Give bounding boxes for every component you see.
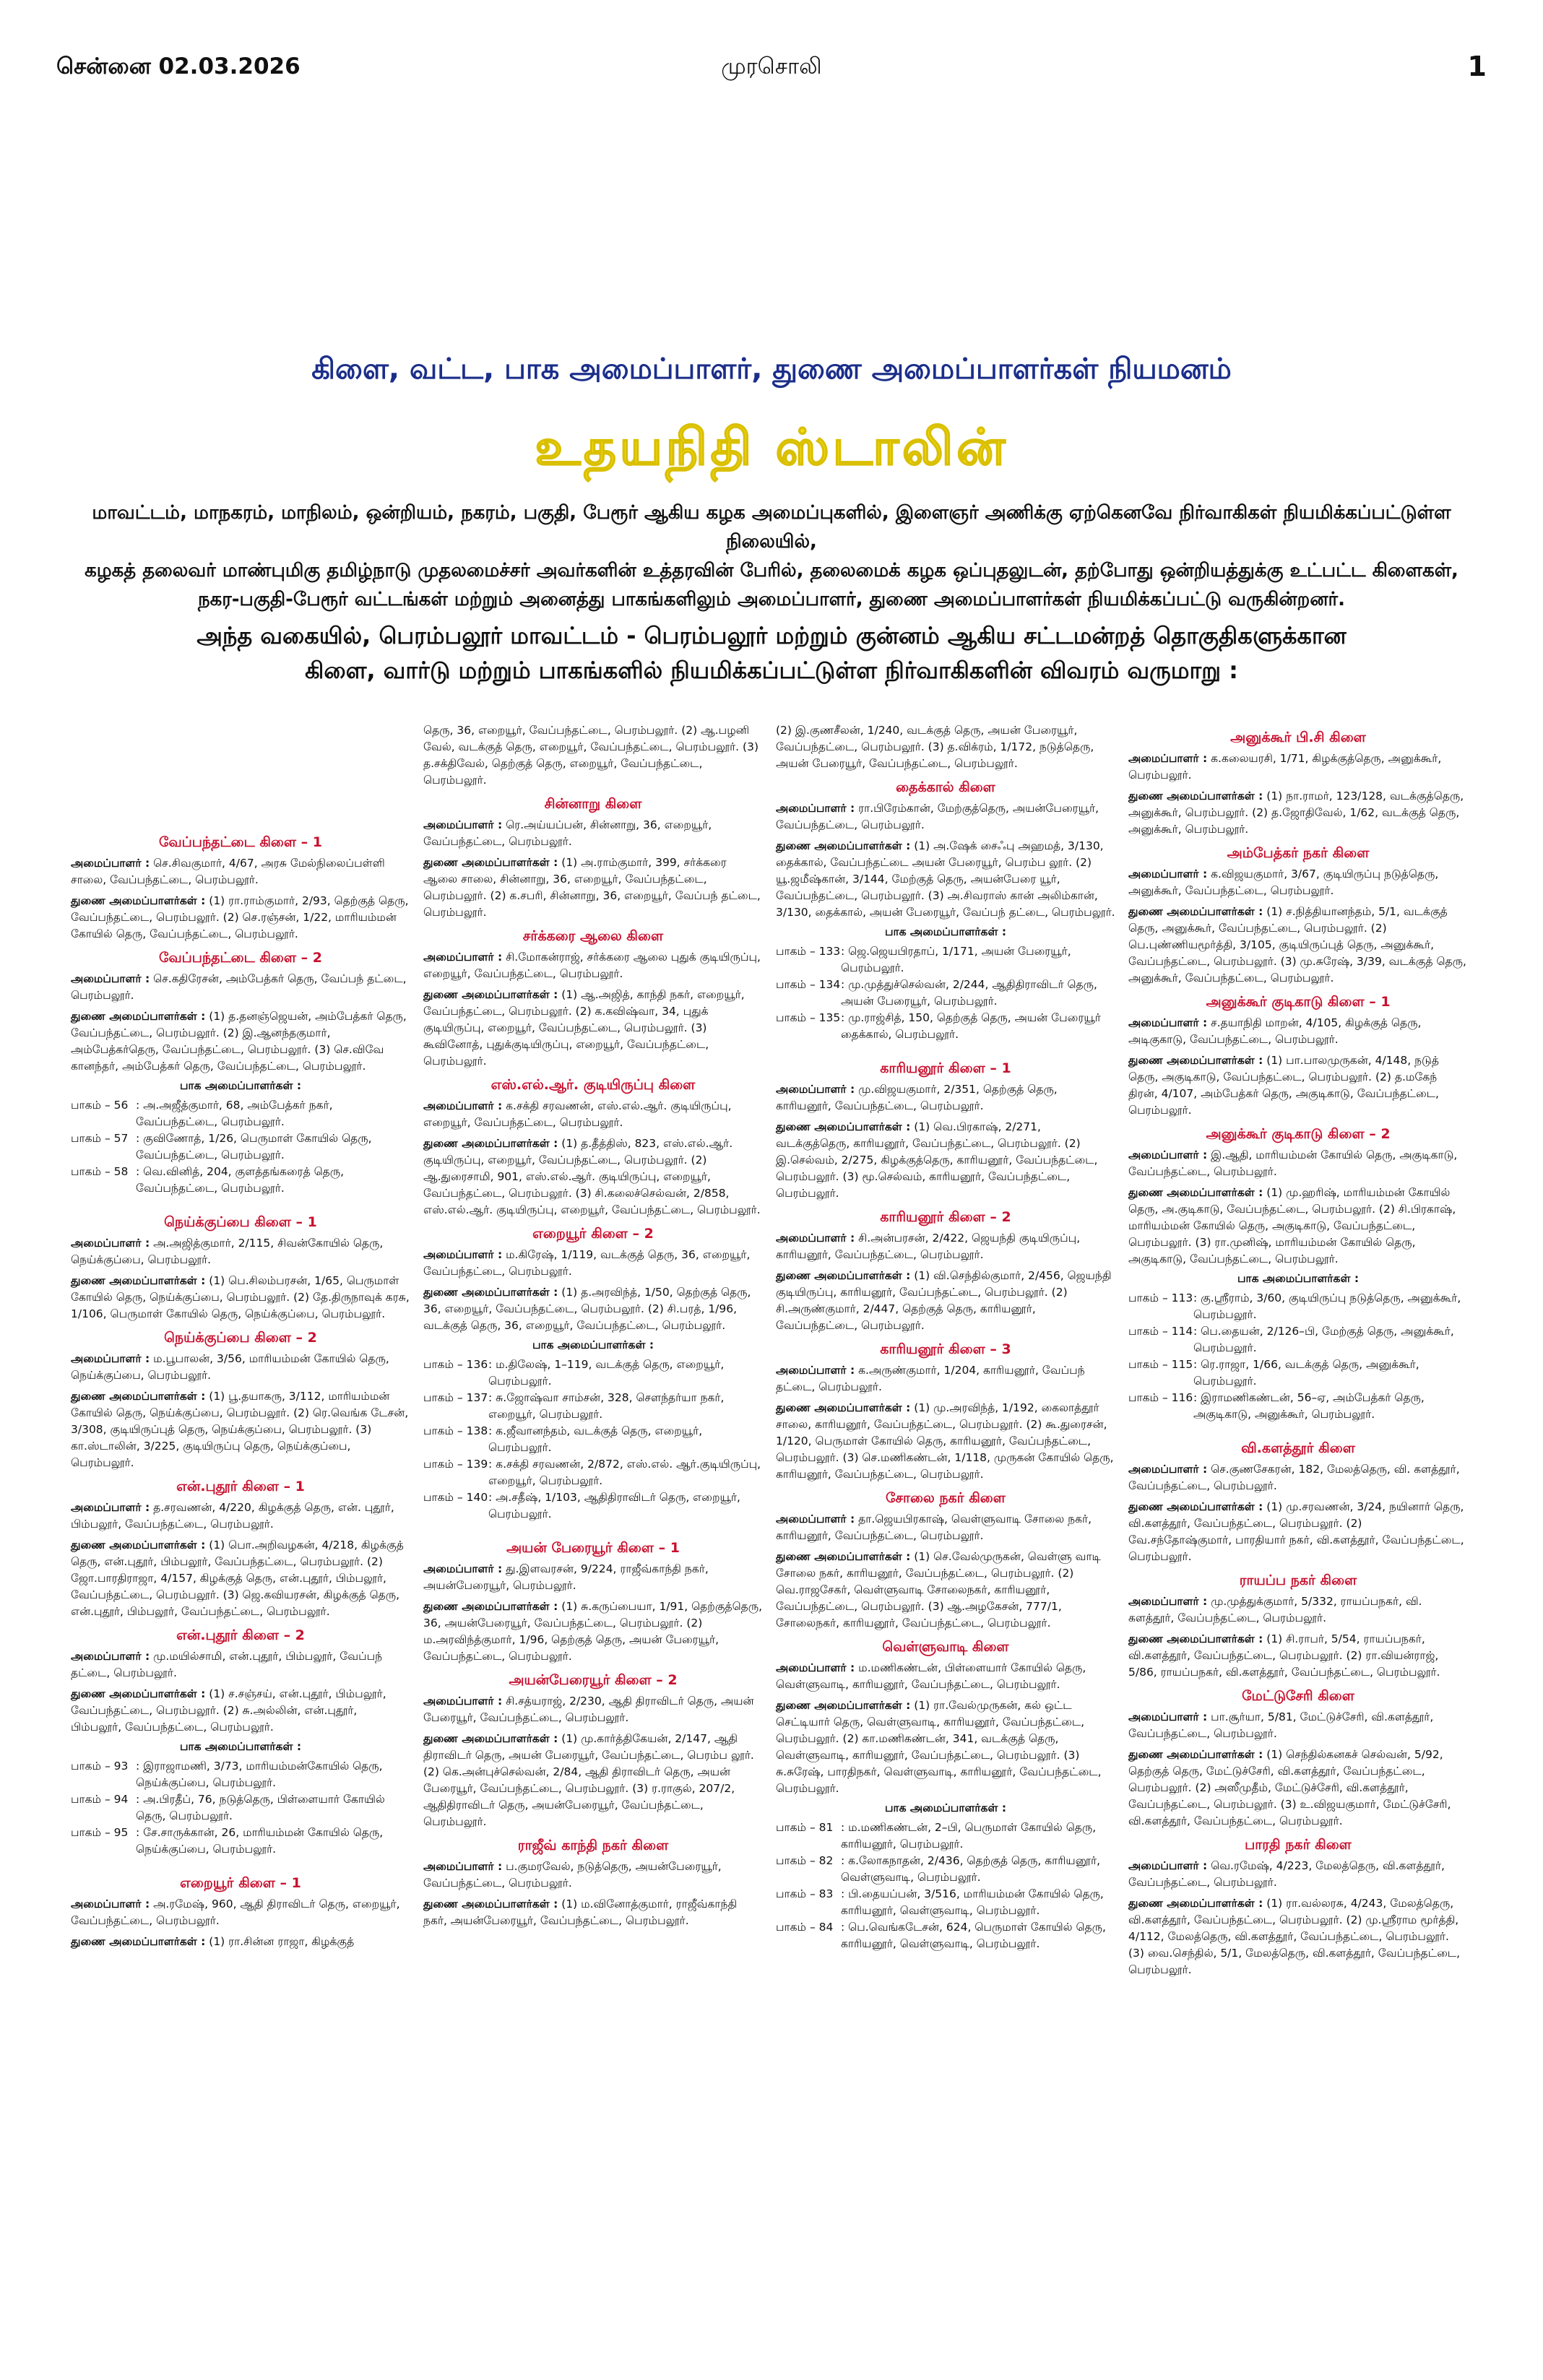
part-organizers-heading: பாக அமைப்பாளர்கள் : (1237, 1272, 1360, 1285)
organizer-entry (1128, 1858, 1468, 1891)
continued-text: தெரு, 36, எறையூர், வேப்பந்தட்டை, பெரம்பலூர். (2) ஆ.பழனி வேல், வடக்குத் தெரு, எறையூர், வேப்பந்தட்டை, பெரம்பலூர். (3) த.சக்திவேல், தெற்குத் தெரு, எறையூர், வேப்பந்தட்டை, பெரம்பலூர். (423, 724, 758, 787)
deputies-entry (71, 1388, 410, 1471)
part-details: : பெ.தையன், 2/126–பி, மேற்குத் தெரு, அனுக்கூர், பெரம்பலூர். (1193, 1325, 1454, 1354)
part-details: : ம.மணிகண்டன், 2–பி, பெருமாள் கோயில் தெரு, காரியனூர், பெரம்பலூர். (841, 1821, 1097, 1851)
intro-line: மாவட்டம், மாநகரம், மாநிலம், ஒன்றியம், நகரம், பகுதி, பேரூர் ஆகிய கழக அமைப்புகளில், இளைஞர் அணிக்கு ஏற்கெனவே நிர்வாகிகள் நியமிக்கப்பட்டுள்ள நிலையில், (92, 502, 1451, 553)
part-entry (776, 977, 1115, 1010)
part-organizers-heading: பாக அமைப்பாளர்கள் : (179, 1079, 302, 1092)
organizer-details: க.அருண்குமார், 1/204, காரியனூர், வேப்பந் தட்டை, பெரம்பலூர். (776, 1364, 1085, 1393)
organizer-entry (423, 817, 763, 850)
part-number: பாகம் – 58 (71, 1165, 129, 1178)
organizer-entry (71, 1648, 410, 1682)
organizer-label: அமைப்பாளர் : (1128, 867, 1208, 880)
branch-heading: அனுக்கூர் குடிகாடு கிளை – 1 (1206, 994, 1391, 1010)
branch-heading: சர்க்கரை ஆலை கிளை (522, 928, 664, 944)
headline: கிளை, வட்ட, பாக அமைப்பாளர், துணை அமைப்பாளர்கள் நியமனம் (311, 352, 1232, 386)
organizer-label: அமைப்பாளர் : (1128, 1710, 1208, 1723)
deputies-details: (1) ரா.வேல்முருகன், கல் ஒட்ட செட்டியார் தெரு, வெள்ளுவாடி, காரியனூர், வேப்பந்தட்டை, பெரம்பலூர். (2) கா.மணிகண்டன், 341, வடக்குத் தெரு, வெள்ளுவாடி, காரியனூர், வேப்பந்தட்டை, பெரம்பலூர். (3) சு.சுரேஷ், பாரதிநகர், வெள்ளுவாடி, காரியனூர், வேப்பந்தட்டை, பெரம்பலூர். (776, 1699, 1102, 1795)
part-number: பாகம் – 116 (1128, 1391, 1193, 1404)
organizer-label: அமைப்பாளர் : (1128, 1463, 1208, 1476)
deputies-entry (423, 987, 763, 1070)
branch-heading: வெள்ளுவாடி கிளை (882, 1639, 1009, 1655)
organizer-details: த.சரவணன், 4/220, கிழக்குத் தெரு, என். புதூர், பிம்பலூர், வேப்பந்தட்டை, பெரம்பலூர். (71, 1501, 394, 1531)
deputies-details: (1) மு.கார்த்திகேயன், 2/147, ஆதி திராவிடர் தெரு, அயன் பேரையூர், வேப்பந்தட்டை, பெரம்ப லூர். (2) கெ.அன்புச்செல்வன், 2/84, ஆதி திராவிடர் தெரு, அயன் பேரையூர், வேப்பந்தட்டை, பெரம்பலூர். (3) ர.ராகுல், 207/2, ஆதிதிராவிடர் தெரு, அயன்பேரையூர், வேப்பந்தட்டை, பெரம்பலூர். (423, 1732, 754, 1828)
organizer-label: அமைப்பாளர் : (71, 1237, 150, 1250)
part-entry (423, 1390, 763, 1423)
deputies-details: (1) ச.நித்தியானந்தம், 5/1, வடக்குத் தெரு, அனுக்கூர், வேப்பந்தட்டை, பெரம்பலூர். (2) பெ.புண்ணியமூர்த்தி, 3/105, குடியிருப்புத் தெரு, அனுக்கூர், வேப்பந்தட்டை, பெரம்பலூர். (3) மு.சுரேஷ், 3/39, வடக்குத் தெரு, அனுக்கூர், வேப்பந்தட்டை, பெரம்பலூர். (1128, 905, 1466, 985)
organizer-label: அமைப்பாளர் : (71, 1897, 150, 1911)
part-number: பாகம் – 95 (71, 1826, 129, 1839)
deputies-label: துணை அமைப்பாளர்கள் : (423, 1286, 558, 1299)
part-entry (1128, 1356, 1468, 1390)
deputies-entry (71, 1537, 410, 1620)
section-gap (71, 1197, 410, 1207)
part-entry (423, 1423, 763, 1456)
organizer-details: சி.சத்யராஜ், 2/230, ஆதி திராவிடர் தெரு, அயன் பேரையூர், வேப்பந்தட்டை, பெரம்பலூர். (423, 1695, 754, 1724)
part-details: : பெ.வெங்கடேசன், 624, பெருமாள் கோயில் தெரு, காரியனூர், வெள்ளுவாடி, பெரம்பலூர். (841, 1921, 1106, 1950)
organizer-entry (1128, 1593, 1468, 1627)
deputies-entry (71, 1273, 410, 1323)
deputies-entry (776, 1697, 1115, 1797)
deputies-details: (1) ரா.சின்ன ராஜா, கிழக்குத் (205, 1935, 355, 1948)
organizer-label: அமைப்பாளர் : (423, 951, 503, 964)
date-line: சென்னை 02.03.2026 (56, 53, 301, 79)
organizer-details: செ.கதிரேசன், அம்பேத்கர் தெரு, வேப்பந் தட்டை, பெரம்பலூர். (71, 972, 407, 1002)
organizer-details: ச.தயாநிதி மாறன், 4/105, கிழக்குத் தெரு, அடிகுகாடு, வேப்பந்தட்டை, பெரம்பலூர். (1128, 1016, 1422, 1046)
organizer-details: பா.சூர்யா, 5/81, மேட்டுச்சேரி, வி.களத்தூர், வேப்பந்தட்டை, பெரம்பலூர். (1128, 1710, 1434, 1740)
page-number: 1 (1467, 51, 1487, 82)
branch-heading: என்.புதூர் கிளை – 2 (176, 1627, 305, 1643)
deputies-details: (1) மு.ஹரிஷ், மாரியம்மன் கோயில் தெரு, அ.குடிகாடு, வேப்பந்தட்டை, பெரம்பலூர். (2) சி.பிரகாஷ், மாரியம்மன் கோயில் தெரு, அகுடிகாடு, வேப்பந்தட்டை, பெரம்பலூர். (3) ரா.முனிஷ், மாரியம்மன் கோயில் தெரு, அகுடிகாடு, வேப்பந்தட்டை, பெரம்பலூர். (1128, 1186, 1456, 1265)
part-details: : க.சக்தி சரவணன், 2/872, எஸ்.எல். ஆர்.குடியிருப்பு, எறையூர், பெரம்பலூர். (488, 1458, 761, 1487)
part-details: : ஜெ.ஜெயபிரதாப், 1/171, அயன் பேரையூர், பெரம்பலூர். (841, 945, 1071, 974)
part-details: : அ.அஜீத்குமார், 68, அம்பேத்கர் நகர், வேப்பந்தட்டை, பெரம்பலூர். (136, 1099, 333, 1128)
organizer-entry (776, 1660, 1115, 1693)
organizer-details: து.இளவரசன், 9/224, ராஜீவ்காந்தி நகர், அயன்பேரையூர், பெரம்பலூர். (423, 1562, 709, 1592)
deputies-entry (1128, 904, 1468, 987)
deputies-details: (1) வெ.பிரகாஷ், 2/271, வடக்குத்தெரு, காரியனூர், வேப்பந்தட்டை, பெரம்பலூர். (2) இ.செல்வம், 2/275, கிழக்குத்தெரு, காரியனூர், வேப்பந்தட்டை, பெரம்பலூர். (3) மூ.செல்வம், காரியனூர், வேப்பந்தட்டை, பெரம்பலூர். (776, 1120, 1098, 1200)
organizer-details: மு.விஜயகுமார், 2/351, தெற்குத் தெரு, காரியனூர், வேப்பந்தட்டை, பெரம்பலூர். (776, 1083, 1058, 1112)
organizer-entry (1128, 1461, 1468, 1494)
deputies-entry (423, 1284, 763, 1334)
organizer-entry (776, 1230, 1115, 1263)
part-details: : மு.ராஜ்சித், 150, தெற்குத் தெரு, அயன் பேரையூர் தைக்கால், பெரம்பலூர். (841, 1011, 1101, 1041)
deputies-details: (1) பொ.அறிவழகன், 4/218, கிழக்குத் தெரு, என்.புதூர், பிம்பலூர், வேப்பந்தட்டை, பெரம்பலூர். (2) ஜோ.பாரதிராஜா, 4/157, கிழக்குத் தெரு, என்.புதூர், பிம்பலூர், வேப்பந்தட்டை, பெரம்பலூர். (3) ஜெ.கவியரசன், கிழக்குத் தெரு, என்.புதூர், பிம்பலூர், வேப்பந்தட்டை, பெரம்பலூர். (71, 1539, 404, 1618)
part-entry (423, 1489, 763, 1523)
part-number: பாகம் – 84 (776, 1921, 834, 1934)
organizer-details: ரா.பிரேம்கான், மேற்குத்தெரு, அயன்பேரையூர், வேப்பந்தட்டை, பெரம்பலூர். (776, 802, 1099, 831)
part-entry (776, 1919, 1115, 1952)
section-gap (423, 1523, 763, 1533)
part-number: பாகம் – 138 (423, 1424, 488, 1437)
part-number: பாகம் – 134 (776, 978, 841, 991)
part-entry (776, 943, 1115, 977)
organizer-entry (776, 1362, 1115, 1395)
organizer-details: செ.குணசேகரன், 182, மேலத்தெரு, வி. களத்தூர், வேப்பந்தட்டை, பெரம்பலூர். (1128, 1463, 1460, 1492)
organizer-details: க.சக்தி சரவணன், எஸ்.எல்.ஆர். குடியிருப்பு, எறையூர், வேப்பந்தட்டை, பெரம்பலூர். (423, 1099, 732, 1129)
organizer-label: அமைப்பாளர் : (1128, 752, 1208, 765)
organizer-label: அமைப்பாளர் : (71, 1650, 150, 1663)
deputies-details: (1) ச.சஞ்சய், என்.புதூர், பிம்பலூர், வேப்பந்தட்டை, பெரம்பலூர். (2) சு.அல்லின், என்.புதூர், பிம்பலூர், வேப்பந்தட்டை, பெரம்பலூர். (71, 1687, 386, 1734)
deputies-label: துணை அமைப்பாளர்கள் : (776, 1120, 911, 1133)
deputies-label: துணை அமைப்பாளர்கள் : (71, 1935, 206, 1948)
branch-heading: நெய்க்குப்பை கிளை – 2 (164, 1330, 317, 1346)
part-details: : மு.முத்துச்செல்வன், 2/244, ஆதிதிராவிடர் தெரு, அயன் பேரையூர், பெரம்பலூர். (841, 978, 1097, 1008)
part-details: : அ.சதீஷ், 1/103, ஆதிதிராவிடர் தெரு, எறையூர், பெரம்பலூர். (488, 1491, 740, 1520)
deputies-label: துணை அமைப்பாளர்கள் : (776, 1401, 911, 1414)
organizer-entry (1128, 750, 1468, 784)
part-number: பாகம் – 93 (71, 1760, 129, 1773)
part-entry (1128, 1290, 1468, 1323)
deputies-entry (1128, 1747, 1468, 1830)
organizer-label: அமைப்பாளர் : (423, 818, 503, 831)
part-entry (776, 1853, 1115, 1886)
part-number: பாகம் – 136 (423, 1358, 488, 1371)
deputies-label: துணை அமைப்பாளர்கள் : (423, 1897, 558, 1911)
organizer-entry (776, 1081, 1115, 1115)
column-2 (423, 722, 763, 1929)
organizer-entry (423, 1693, 763, 1726)
deputies-details: (1) த.தனஞ்ஜெயன், அம்பேத்கர் தெரு, வேப்பந்தட்டை, பெரம்பலூர். (2) இ.ஆனந்தகுமார், அம்பேத்கர்தெரு, வேப்பந்தட்டை, பெரம்பலூர். (3) செ.விவே கானந்தர், அம்பேத்கர் தெரு, வேப்பந்தட்டை, பெரம்பலூர். (71, 1010, 407, 1073)
column-4 (1128, 722, 1468, 1978)
organizer-details: அ.அஜித்குமார், 2/115, சிவன்கோயில் தெரு, நெய்க்குப்பை, பெரம்பலூர். (71, 1237, 384, 1266)
deputies-label: துணை அமைப்பாளர்கள் : (1128, 1897, 1263, 1910)
organizer-details: ரெ.அய்யப்பன், சின்னாறு, 36, எறையூர், வேப்பந்தட்டை, பெரம்பலூர். (423, 818, 712, 848)
organizer-entry (71, 1235, 410, 1268)
part-entry (1128, 1323, 1468, 1356)
organizer-label: அமைப்பாளர் : (776, 1364, 855, 1377)
deputies-label: துணை அமைப்பாளர்கள் : (423, 988, 558, 1001)
organizer-label: அமைப்பாளர் : (423, 1860, 503, 1873)
branch-heading: தைக்கால் கிளை (896, 779, 995, 795)
part-number: பாகம் – 57 (71, 1132, 129, 1145)
organizer-label: அமைப்பாளர் : (423, 1695, 503, 1708)
organizer-label: அமைப்பாளர் : (71, 857, 150, 870)
branch-heading: அயன் பேரையூர் கிளை – 1 (506, 1540, 680, 1556)
part-details: : ம.திலேஷ், 1–119, வடக்குத் தெரு, எறையூர், பெரம்பலூர். (488, 1358, 725, 1388)
part-entry (776, 1010, 1115, 1043)
organizer-details: ம.மணிகண்டன், பிள்ளையார் கோயில் தெரு, வெள்ளுவாடி, காரியனூர், வேப்பந்தட்டை, பெரம்பலூர். (776, 1661, 1086, 1691)
part-entry (776, 1819, 1115, 1853)
page-header (56, 53, 1487, 97)
branch-heading: என்.புதூர் கிளை – 1 (176, 1479, 305, 1494)
part-details: : இராஜாமணி, 3/73, மாரியம்மன்கோயில் தெரு, நெய்க்குப்பை, பெரம்பலூர். (136, 1760, 383, 1789)
branch-heading: நெய்க்குப்பை கிளை – 1 (164, 1214, 317, 1230)
organizer-label: அமைப்பாளர் : (423, 1562, 503, 1575)
deputies-entry (1128, 1499, 1468, 1565)
organizer-label: அமைப்பாளர் : (423, 1248, 503, 1261)
organizer-label: அமைப்பாளர் : (776, 802, 855, 815)
leader-name: உதயநிதி ஸ்டாலின் (535, 417, 1008, 477)
deputies-label: துணை அமைப்பாளர்கள் : (1128, 1632, 1263, 1645)
intro-paragraph (69, 498, 1474, 614)
column-3 (776, 722, 1115, 1952)
deputies-details: (1) செ.வேல்முருகன், வெள்ளு வாடி சோலை நகர், காரியனூர், வேப்பந்தட்டை, பெரம்பலூர். (2) வெ.ராஜசேகர், வெள்ளுவாடி சோலைநகர், காரியனூர், வேப்பந்தட்டை, பெரம்பலூர். (3) ஆ.அழகேசன், 777/1, சோலைநகர், காரியனூர், வேப்பந்தட்டை, பெரம்பலூர். (776, 1550, 1101, 1630)
organizer-label: அமைப்பாளர் : (1128, 1595, 1208, 1608)
section-gap (71, 1858, 410, 1868)
deputies-details: (1) செந்தில்கனகச் செல்வன், 5/92, தெற்குத் தெரு, மேட்டுச்சேரி, வி.களத்தூர், வேப்பந்தட்டை, பெரம்பலூர். (2) அஸீமுதீம், மேட்டுச்சேரி, வி.களத்தூர், வேப்பந்தட்டை, பெரம்பலூர். (3) உ.விஜயகுமார், மேட்டுச்சேரி, வி.களத்தூர், வேப்பந்தட்டை, பெரம்பலூர். (1128, 1748, 1451, 1827)
part-number: பாகம் – 94 (71, 1793, 129, 1806)
organizer-label: அமைப்பாளர் : (776, 1083, 855, 1096)
part-number: பாகம் – 114 (1128, 1325, 1193, 1338)
deputies-entry (1128, 1052, 1468, 1119)
deputies-label: துணை அமைப்பாளர்கள் : (423, 1732, 558, 1745)
deputies-entry (776, 838, 1115, 921)
intro-lead (69, 618, 1474, 688)
part-details: : க.லோகநாதன், 2/436, தெற்குத் தெரு, காரியனூர், வெள்ளுவாடி, பெரம்பலூர். (841, 1854, 1101, 1884)
branch-heading: எறையூர் கிளை – 2 (532, 1226, 654, 1242)
deputies-entry (776, 1400, 1115, 1483)
organizer-details: க.விஜயகுமார், 3/67, குடியிருப்பு நடுத்தெரு, அனுக்கூர், வேப்பந்தட்டை, பெரம்பலூர். (1128, 867, 1439, 897)
organizer-details: சி.அன்பரசன், 2/422, ஜெயந்தி குடியிருப்பு, காரியனூர், வேப்பந்தட்டை, பெரம்பலூர். (776, 1232, 1081, 1261)
part-number: பாகம் – 139 (423, 1458, 488, 1471)
deputies-details: (1) சு.கருப்பையா, 1/91, தெற்குத்தெரு, 36, அயன்பேரையூர், வேப்பந்தட்டை, பெரம்பலூர். (2) ம.அரவிந்த்குமார், 1/96, தெற்குத் தெரு, அயன் பேரையூர், வேப்பந்தட்டை, பெரம்பலூர். (423, 1600, 763, 1663)
deputies-details: (1) பூ.தயாகரு, 3/112, மாரியம்மன் கோயில் தெரு, நெய்க்குப்பை, பெரம்பலூர். (2) ரெ.வெங்க டேசன், 3/308, குடியிருப்புத் தெரு, நெய்க்குப்பை, பெரம்பலூர். (3) கா.ஸ்டாலின், 3/225, குடியிருப்பு தெரு, நெய்க்குப்பை, பெரம்பலூர். (71, 1390, 409, 1469)
deputies-label: துணை அமைப்பாளர்கள் : (1128, 1186, 1263, 1199)
branch-heading: எஸ்.எல்.ஆர். குடியிருப்பு கிளை (490, 1077, 696, 1093)
listing-columns (71, 722, 1472, 2355)
deputies-label: துணை அமைப்பாளர்கள் : (776, 839, 911, 852)
part-number: பாகம் – 137 (423, 1391, 488, 1404)
organizer-entry (423, 1858, 763, 1892)
deputies-entry (423, 1135, 763, 1219)
column-1 (71, 827, 410, 1950)
organizer-entry (71, 1500, 410, 1533)
part-number: பாகம் – 115 (1128, 1358, 1193, 1371)
part-entry (71, 1097, 410, 1130)
deputies-label: துணை அமைப்பாளர்கள் : (1128, 1054, 1263, 1067)
part-entry (71, 1130, 410, 1164)
deputies-details: (1) ஆ.அஜித், காந்தி நகர், எறையூர், வேப்பந்தட்டை, பெரம்பலூர். (2) க.கவிஷ்வா, 34, புதுக் குடியிருப்பு, எறையூர், வேப்பந்தட்டை, பெரம்பலூர். (3) கூவினோத், புதுக்குடியிருப்பு, எறையூர், வேப்பந்தட்டை, பெரம்பலூர். (423, 988, 745, 1068)
deputies-details: (1) த.தீத்திஸ், 823, எஸ்.எல்.ஆர். குடியிருப்பு, எறையூர், வேப்பந்தட்டை, பெரம்பலூர். (2) ஆ.துரைசாமி, 901, எஸ்.எல்.ஆர். குடியிருப்பு, எறையூர், வேப்பந்தட்டை, பெரம்பலூர். (3) சி.கலைச்செல்வன், 2/858, எஸ்.எல்.ஆர். குடியிருப்பு, எறையூர், வேப்பந்தட்டை, பெரம்பலூர். (423, 1137, 761, 1216)
part-organizers-heading: பாக அமைப்பாளர்கள் : (884, 1801, 1007, 1814)
deputies-entry (71, 1686, 410, 1736)
deputies-details: (1) அ.ராம்குமார், 399, சர்க்கரை ஆலை சாலை, சின்னாறு, 36, எறையூர், வேப்பந்தட்டை, பெரம்பலூர். (2) க.சபரி, சின்னாறு, 36, எறையூர், வேப்பந் தட்டை, பெரம்பலூர். (423, 856, 761, 919)
continued-text: (2) இ.குணசீலன், 1/240, வடக்குத் தெரு, அயன் பேரையூர், வேப்பந்தட்டை, பெரம்பலூர். (3) த.விக்ரம், 1/172, நடுத்தெரு, அயன் பேரையூர், வேப்பந்தட்டை, பெரம்பலூர். (776, 724, 1094, 770)
organizer-label: அமைப்பாளர் : (71, 1501, 150, 1514)
deputies-entry (71, 1008, 410, 1075)
deputies-label: துணை அமைப்பாளர்கள் : (71, 1010, 206, 1023)
deputies-details: (1) த.அரவிந்த், 1/50, தெற்குத் தெரு, 36, எறையூர், வேப்பந்தட்டை, பெரம்பலூர். (2) சி.பரத், 1/96, வடக்குத் தெரு, 36, எறையூர், வேப்பந்தட்டை, பெரம்பலூர். (423, 1286, 751, 1332)
deputies-entry (776, 1268, 1115, 1334)
part-details: : பி.தையப்பன், 3/516, மாரியம்மன் கோயில் தெரு, காரியனூர், வெள்ளுவாடி, பெரம்பலூர். (841, 1887, 1104, 1917)
deputies-details: (1) ம.வினோத்குமார், ராஜீவ்காந்தி நகர், அயன்பேரையூர், வேப்பந்தட்டை, பெரம்பலூர். (423, 1897, 738, 1927)
branch-heading: ராஜீவ் காந்தி நகர் கிளை (517, 1838, 669, 1853)
branch-heading: மேட்டுசேரி கிளை (1242, 1688, 1354, 1704)
organizer-label: அமைப்பாளர் : (71, 972, 150, 985)
deputies-entry (71, 893, 410, 943)
branch-heading: அனுக்கூர் பி.சி கிளை (1230, 730, 1366, 745)
part-entry (71, 1164, 410, 1197)
organizer-entry (1128, 866, 1468, 899)
branch-heading: எறையூர் கிளை – 1 (180, 1875, 301, 1891)
part-entry (1128, 1390, 1468, 1423)
organizer-entry (776, 1511, 1115, 1544)
part-entry (71, 1825, 410, 1858)
organizer-details: மு.மயில்சாமி, என்.புதூர், பிம்பலூர், வேப்பந் தட்டை, பெரம்பலூர். (71, 1650, 383, 1679)
part-number: பாகம் – 135 (776, 1011, 841, 1024)
newspaper-name: முரசொலி (721, 53, 822, 79)
organizer-entry (1128, 1015, 1468, 1048)
organizer-details: மு.முத்துக்குமார், 5/332, ராயப்பநகர், வி. களத்தூர், வேப்பந்தட்டை, பெரம்பலூர். (1128, 1595, 1422, 1624)
part-entry (423, 1456, 763, 1489)
deputies-label: துணை அமைப்பாளர்கள் : (71, 1274, 206, 1287)
part-organizers-heading: பாக அமைப்பாளர்கள் : (532, 1338, 654, 1351)
organizer-entry (71, 971, 410, 1004)
organizer-details: செ.சிவகுமார், 4/67, அரசு மேல்நிலைப்பள்ளி சாலை, வேப்பந்தட்டை, பெரம்பலூர். (71, 857, 385, 886)
organizer-details: க.கலையரசி, 1/71, கிழக்குத்தெரு, அனுக்கூர், பெரம்பலூர். (1128, 752, 1442, 782)
part-details: : சே.சாருக்கான், 26, மாரியம்மன் கோயில் தெரு, நெய்க்குப்பை, பெரம்பலூர். (136, 1826, 384, 1856)
deputies-details: (1) மு.அரவிந்த், 1/192, கைலாத்தூர் சாலை, காரியனூர், வேப்பந்தட்டை, பெரம்பலூர். (2) கூ.துரைசன், 1/120, பெருமாள் கோயில் தெரு, காரியனூர், வேப்பந்தட்டை, பெரம்பலூர். (3) செ.மணிகண்டன், 1/118, முருகன் கோயில் தெரு, காரியனூர், வேப்பந்தட்டை, பெரம்பலூர். (776, 1401, 1114, 1481)
deputies-label: துணை அமைப்பாளர்கள் : (423, 1137, 558, 1150)
organizer-entry (423, 1561, 763, 1594)
deputies-details: (1) மு.சரவணன், 3/24, நயினார் தெரு, வி.களத்தூர், வேப்பந்தட்டை, பெரம்பலூர். (2) வே.சந்தோஷ்குமார், பாரதியார் நகர், வி.களத்தூர், வேப்பந்தட்டை, பெரம்பலூர். (1128, 1500, 1464, 1563)
deputies-details: (1) அ.ஷேக் சைஃபு அஹமத், 3/130, தைக்கால், வேப்பந்தட்டை அயன் பேரையூர், பெரம்ப லூர். (2) யூ.ஜமீஷ்கான், 3/144, மேற்குத் தெரு, அயன்பேரை யூர், வேப்பந்தட்டை, பெரம்பலூர். (3) அ.சிவராஸ் கான் அலிம்கான், 3/130, தைக்கால், அயன் பேரையூர், வேப்பந் தட்டை, பெரம்பலூர். (776, 839, 1115, 919)
deputies-entry (423, 1896, 763, 1929)
section-gap (1128, 1423, 1468, 1433)
organizer-label: அமைப்பாளர் : (1128, 1148, 1208, 1161)
part-number: பாகம் – 113 (1128, 1291, 1193, 1304)
deputies-details: (1) பெ.சிலம்பரசன், 1/65, பெருமாள் கோயில் தெரு, நெய்க்குப்பை, பெரம்பலூர். (2) தே.திருநாவுக் கரசு, 1/106, பெருமாள் கோயில் தெரு, நெய்க்குப்பை, பெரம்பலூர். (71, 1274, 410, 1320)
organizer-details: அ.ரமேஷ், 960, ஆதி திராவிடர் தெரு, எறையூர், வேப்பந்தட்டை, பெரம்பலூர். (71, 1897, 400, 1927)
branch-heading: காரியனூர் கிளை – 1 (880, 1060, 1011, 1076)
deputies-label: துணை அமைப்பாளர்கள் : (1128, 789, 1263, 802)
deputies-label: துணை அமைப்பாளர்கள் : (71, 894, 206, 907)
part-organizers-heading: பாக அமைப்பாளர்கள் : (884, 925, 1007, 938)
deputies-label: துணை அமைப்பாளர்கள் : (1128, 1500, 1263, 1513)
organizer-label: அமைப்பாளர் : (1128, 1859, 1208, 1872)
branch-heading: வேப்பந்தட்டை கிளை – 1 (159, 834, 322, 850)
intro-lead-line: அந்த வகையில், பெரம்பலூர் மாவட்டம் - பெரம்பலூர் மற்றும் குன்னம் ஆகிய சட்டமன்றத் தொகுதிகளுக்கான (196, 622, 1347, 649)
part-entry (71, 1758, 410, 1791)
branch-heading: காரியனூர் கிளை – 3 (880, 1341, 1011, 1357)
organizer-label: அமைப்பாளர் : (776, 1661, 855, 1674)
organizer-entry (1128, 1147, 1468, 1180)
part-entry (423, 1356, 763, 1390)
deputies-entry (1128, 1185, 1468, 1268)
deputies-label: துணை அமைப்பாளர்கள் : (71, 1390, 206, 1403)
organizer-label: அமைப்பாளர் : (1128, 1016, 1208, 1029)
deputies-label: துணை அமைப்பாளர்கள் : (1128, 905, 1263, 918)
organizer-entry (423, 1098, 763, 1131)
part-details: : குவிணோத், 1/26, பெருமாள் கோயில் தெரு, வேப்பந்தட்டை, பெரம்பலூர். (136, 1132, 372, 1161)
deputies-details: (1) பா.பாலமுருகன், 4/148, நடுத் தெரு, அகுடிகாடு, வேப்பந்தட்டை, பெரம்பலூர். (2) த.மகேந் திரன், 4/107, அம்பேத்கர் தெரு, அகுடிகாடு, வேப்பந்தட்டை, பெரம்பலூர். (1128, 1054, 1439, 1117)
deputies-label: துணை அமைப்பாளர்கள் : (423, 1600, 558, 1613)
organizer-entry (71, 855, 410, 888)
organizer-entry (776, 800, 1115, 834)
part-number: பாகம் – 140 (423, 1491, 488, 1504)
part-details: : வெ.வினித், 204, குளத்தங்கரைத் தெரு, வேப்பந்தட்டை, பெரம்பலூர். (136, 1165, 345, 1195)
part-details: : சு.ஜோஷ்வா சாம்சன், 328, சௌந்தர்யா நகர், எறையூர், பெரம்பலூர். (488, 1391, 725, 1421)
organizer-label: அமைப்பாளர் : (776, 1232, 855, 1245)
section-gap (776, 1043, 1115, 1053)
deputies-label: துணை அமைப்பாளர்கள் : (423, 856, 558, 869)
part-number: பாகம் – 56 (71, 1099, 129, 1112)
branch-heading: அம்பேத்கர் நகர் கிளை (1227, 845, 1370, 861)
deputies-label: துணை அமைப்பாளர்கள் : (1128, 1748, 1263, 1761)
deputies-label: துணை அமைப்பாளர்கள் : (71, 1539, 206, 1552)
organizer-label: அமைப்பாளர் : (776, 1513, 855, 1526)
part-number: பாகம் – 83 (776, 1887, 834, 1900)
intro-line: கழகத் தலைவர் மாண்புமிகு தமிழ்நாடு முதலமைச்சர் அவர்களின் உத்தரவின் பேரில், தலைமைக் கழக ஒப்புதலுடன், தற்போது ஒன்றியத்துக்கு உட்பட்ட கிளைகள், (85, 560, 1458, 581)
branch-heading: அயன்பேரையூர் கிளை – 2 (509, 1672, 678, 1688)
organizer-details: தா.ஜெயபிரகாஷ், வெள்ளுவாடி சோலை நகர், காரியனூர், வேப்பந்தட்டை, பெரம்பலூர். (776, 1513, 1092, 1542)
organizer-details: ப.குமரவேல், நடுத்தெரு, அயன்பேரையூர், வேப்பந்தட்டை, பெரம்பலூர். (423, 1860, 722, 1890)
deputies-entry (1128, 1895, 1468, 1978)
branch-heading: காரியனூர் கிளை – 2 (880, 1209, 1011, 1225)
deputies-details: (1) நா.ராமர், 123/128, வடக்குத்தெரு, அனுக்கூர், பெரம்பலூர். (2) த.ஜோதிவேல், 1/62, வடக்குத் தெரு, அனுக்கூர், பெரம்பலூர். (1128, 789, 1464, 836)
part-entry (71, 1791, 410, 1825)
part-number: பாகம் – 81 (776, 1821, 834, 1834)
organizer-details: சி.மோகன்ராஜ், சர்க்கரை ஆலை புதுக் குடியிருப்பு, எறையூர், வேப்பந்தட்டை, பெரம்பலூர். (423, 951, 761, 980)
deputies-label: துணை அமைப்பாளர்கள் : (776, 1699, 911, 1712)
organizer-label: அமைப்பாளர் : (423, 1099, 503, 1112)
part-details: : கு.ஸ்ரீராம், 3/60, குடியிருப்பு நடுத்தெரு, அனுக்கூர், பெரம்பலூர். (1193, 1291, 1461, 1321)
organizer-details: ம.கிரேஷ், 1/119, வடக்குத் தெரு, 36, எறையூர், வேப்பந்தட்டை, பெரம்பலூர். (423, 1248, 751, 1278)
part-details: : அ.பிரதீப், 76, நடுத்தெரு, பிள்ளையார் கோயில் தெரு, பெரம்பலூர். (136, 1793, 385, 1822)
part-details: : இராமணிகண்டன், 56–ஏ, அம்பேத்கர் தெரு, அகுடிகாடு, அனுக்கூர், பெரம்பலூர். (1193, 1391, 1425, 1421)
deputies-entry (1128, 1631, 1468, 1681)
deputies-label: துணை அமைப்பாளர்கள் : (776, 1550, 911, 1563)
deputies-entry (1128, 788, 1468, 838)
deputies-details: (1) வி.செந்தில்குமார், 2/456, ஜெயந்தி குடியிருப்பு, காரியனூர், வேப்பந்தட்டை, பெரம்பலூர். (2) சி.அருண்குமார், 2/447, தெற்குத் தெரு, காரியனூர், வேப்பந்தட்டை, பெரம்பலூர். (776, 1269, 1112, 1332)
part-details: : ரெ.ராஜா, 1/66, வடக்குத் தெரு, அனுக்கூர், பெரம்பலூர். (1193, 1358, 1419, 1388)
deputies-details: (1) சி.ராபர், 5/54, ராயப்பநகர், வி.களத்தூர், வேப்பந்தட்டை, பெரம்பலூர். (2) ரா.வியன்ராஜ், 5/86, ராயப்பநகர், வி.களத்தூர், வேப்பந்தட்டை, பெரம்பலூர். (1128, 1632, 1440, 1679)
deputies-details: (1) ரா.வல்லரசு, 4/243, மேலத்தெரு, வி.களத்தூர், வேப்பந்தட்டை, பெரம்பலூர். (2) மு.ஸ்ரீராம மூர்த்தி, 4/112, மேலத்தெரு, வி.களத்தூர், வேப்பந்தட்டை, பெரம்பலூர். (3) வை.செந்தில், 5/1, மேலத்தெரு, வி.களத்தூர், வேப்பந்தட்டை, பெரம்பலூர். (1128, 1897, 1460, 1976)
intro-lead-line: கிளை, வார்டு மற்றும் பாகங்களில் நியமிக்கப்பட்டுள்ள நிர்வாகிகளின் விவரம் வருமாறு : (305, 657, 1238, 684)
branch-heading: வி.களத்தூர் கிளை (1241, 1440, 1355, 1456)
part-number: பாகம் – 82 (776, 1854, 834, 1867)
part-entry (776, 1886, 1115, 1919)
deputies-entry (423, 854, 763, 921)
organizer-details: வெ.ரமேஷ், 4/223, மேலத்தெரு, வி.களத்தூர், வேப்பந்தட்டை, பெரம்பலூர். (1128, 1859, 1445, 1889)
branch-heading: அனுக்கூர் குடிகாடு கிளை – 2 (1206, 1126, 1391, 1142)
organizer-label: அமைப்பாளர் : (71, 1352, 150, 1365)
deputies-details: (1) ரா.ராம்குமார், 2/93, தெற்குத் தெரு, வேப்பந்தட்டை, பெரம்பலூர். (2) செ.ரஞ்சன், 1/22, மாரியம்மன் கோயில் தெரு, வேப்பந்தட்டை, பெரம்பலூர். (71, 894, 409, 940)
branch-heading: ராயப்ப நகர் கிளை (1239, 1572, 1357, 1588)
deputies-label: துணை அமைப்பாளர்கள் : (776, 1269, 911, 1282)
deputies-entry (423, 1598, 763, 1665)
deputies-entry (776, 1119, 1115, 1202)
organizer-entry (423, 949, 763, 982)
branch-heading: சோலை நகர் கிளை (886, 1490, 1006, 1506)
deputies-label: துணை அமைப்பாளர்கள் : (71, 1687, 206, 1700)
branch-heading: வேப்பந்தட்டை கிளை – 2 (159, 950, 322, 966)
part-number: பாகம் – 133 (776, 945, 841, 958)
branch-heading: சின்னாறு கிளை (544, 796, 642, 812)
organizer-entry (423, 1247, 763, 1280)
organizer-entry (71, 1896, 410, 1929)
intro-line: நகர-பகுதி-பேரூர் வட்டங்கள் மற்றும் அனைத்து பாகங்களிலும் அமைப்பாளர், துணை அமைப்பாளர்கள் நியமிக்கப்பட்டு வருகின்றனர். (197, 589, 1346, 610)
organizer-details: இ.ஆதி, மாரியம்மன் கோயில் தெரு, அகுடிகாடு, வேப்பந்தட்டை, பெரம்பலூர். (1128, 1148, 1458, 1178)
deputies-entry (776, 1549, 1115, 1632)
organizer-details: ம.பூபாலன், 3/56, மாரியம்மன் கோயில் தெரு, நெய்க்குப்பை, பெரம்பலூர். (71, 1352, 389, 1382)
deputies-entry (423, 1731, 763, 1830)
deputies-entry (71, 1934, 410, 1950)
organizer-entry (71, 1351, 410, 1384)
organizer-entry (1128, 1709, 1468, 1742)
branch-heading: பாரதி நகர் கிளை (1245, 1837, 1352, 1853)
part-organizers-heading: பாக அமைப்பாளர்கள் : (179, 1740, 302, 1753)
part-details: : க.ஜீவானந்தம், வடக்குத் தெரு, எறையூர், பெரம்பலூர். (488, 1424, 703, 1454)
